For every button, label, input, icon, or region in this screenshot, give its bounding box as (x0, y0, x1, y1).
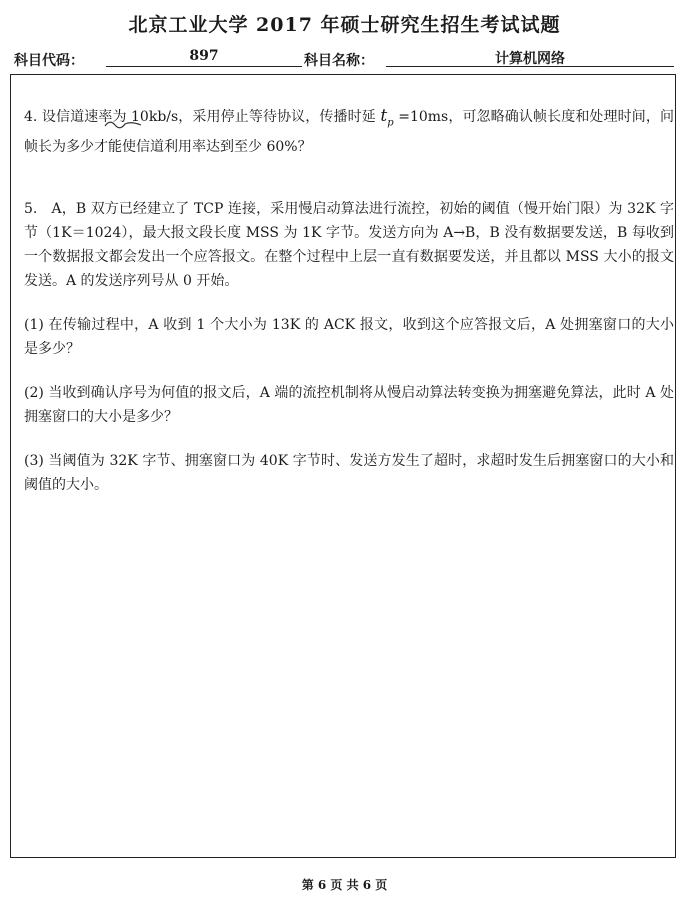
q4-text-part2: 为 (112, 109, 127, 125)
q4-text-part3: 10kb/s，采用停止等待协议，传播时延 (126, 109, 381, 125)
q4-rate-annotation (112, 105, 126, 129)
subject-name-label: 科目名称： (304, 53, 374, 69)
question-5-sub1: (1) 在传输过程中，A 收到 1 个大小为 13K 的 ACK 报文，收到这个应答报文后，A 处拥塞窗口的大小是多少？ (24, 317, 674, 358)
question-5-intro: 5. A，B 双方已经建立了 TCP 连接，采用慢启动算法进行流控，初始的阈值（慢开始门限）为 32K 字节（1K＝1024），最大报文段长度 MSS 为 1K 字节。发送方向为 A→B，B 没有数据要发送，B 每收到一个数据报文都会发出一个应答报文。在整个过程中上层一直有数据要发送，并且都以 MSS 大小的报文发送。A 的发送序列号从 0 开始。 (24, 201, 674, 290)
exam-header-row (14, 48, 674, 70)
q4-text-part1: 4. 设信道速率 (24, 109, 113, 125)
questions-content (24, 104, 674, 517)
propagation-delay-symbol (380, 106, 394, 129)
page-title: 北京工业大学 2017 年硕士研究生招生考试试题 (128, 14, 561, 36)
handwritten-squiggle-mark (104, 119, 142, 129)
tp-variable: t (380, 106, 388, 126)
subject-name-value: 计算机网络 (386, 48, 674, 67)
question-5-sub2: (2) 当收到确认序号为何值的报文后，A 端的流控机制将从慢启动算法转变换为拥塞避免算法，此时 A 处拥塞窗口的大小是多少？ (24, 385, 674, 426)
page-number-footer: 第 6 页 共 6 页 (301, 878, 388, 892)
q4-text-part4: =10ms，可忽略确认帧长度和处理时间，问帧长为多少才能使信道利用率达到至少 60%？ (24, 109, 674, 156)
question-4 (24, 104, 674, 159)
tp-subscript: p (387, 117, 394, 129)
subject-code-label: 科目代码： (14, 53, 84, 69)
question-5-sub3: (3) 当阈值为 32K 字节、拥塞窗口为 40K 字节时、发送方发生了超时，求超时发生后拥塞窗口的大小和阈值的大小。 (24, 453, 674, 494)
subject-code-value: 897 (106, 48, 302, 67)
